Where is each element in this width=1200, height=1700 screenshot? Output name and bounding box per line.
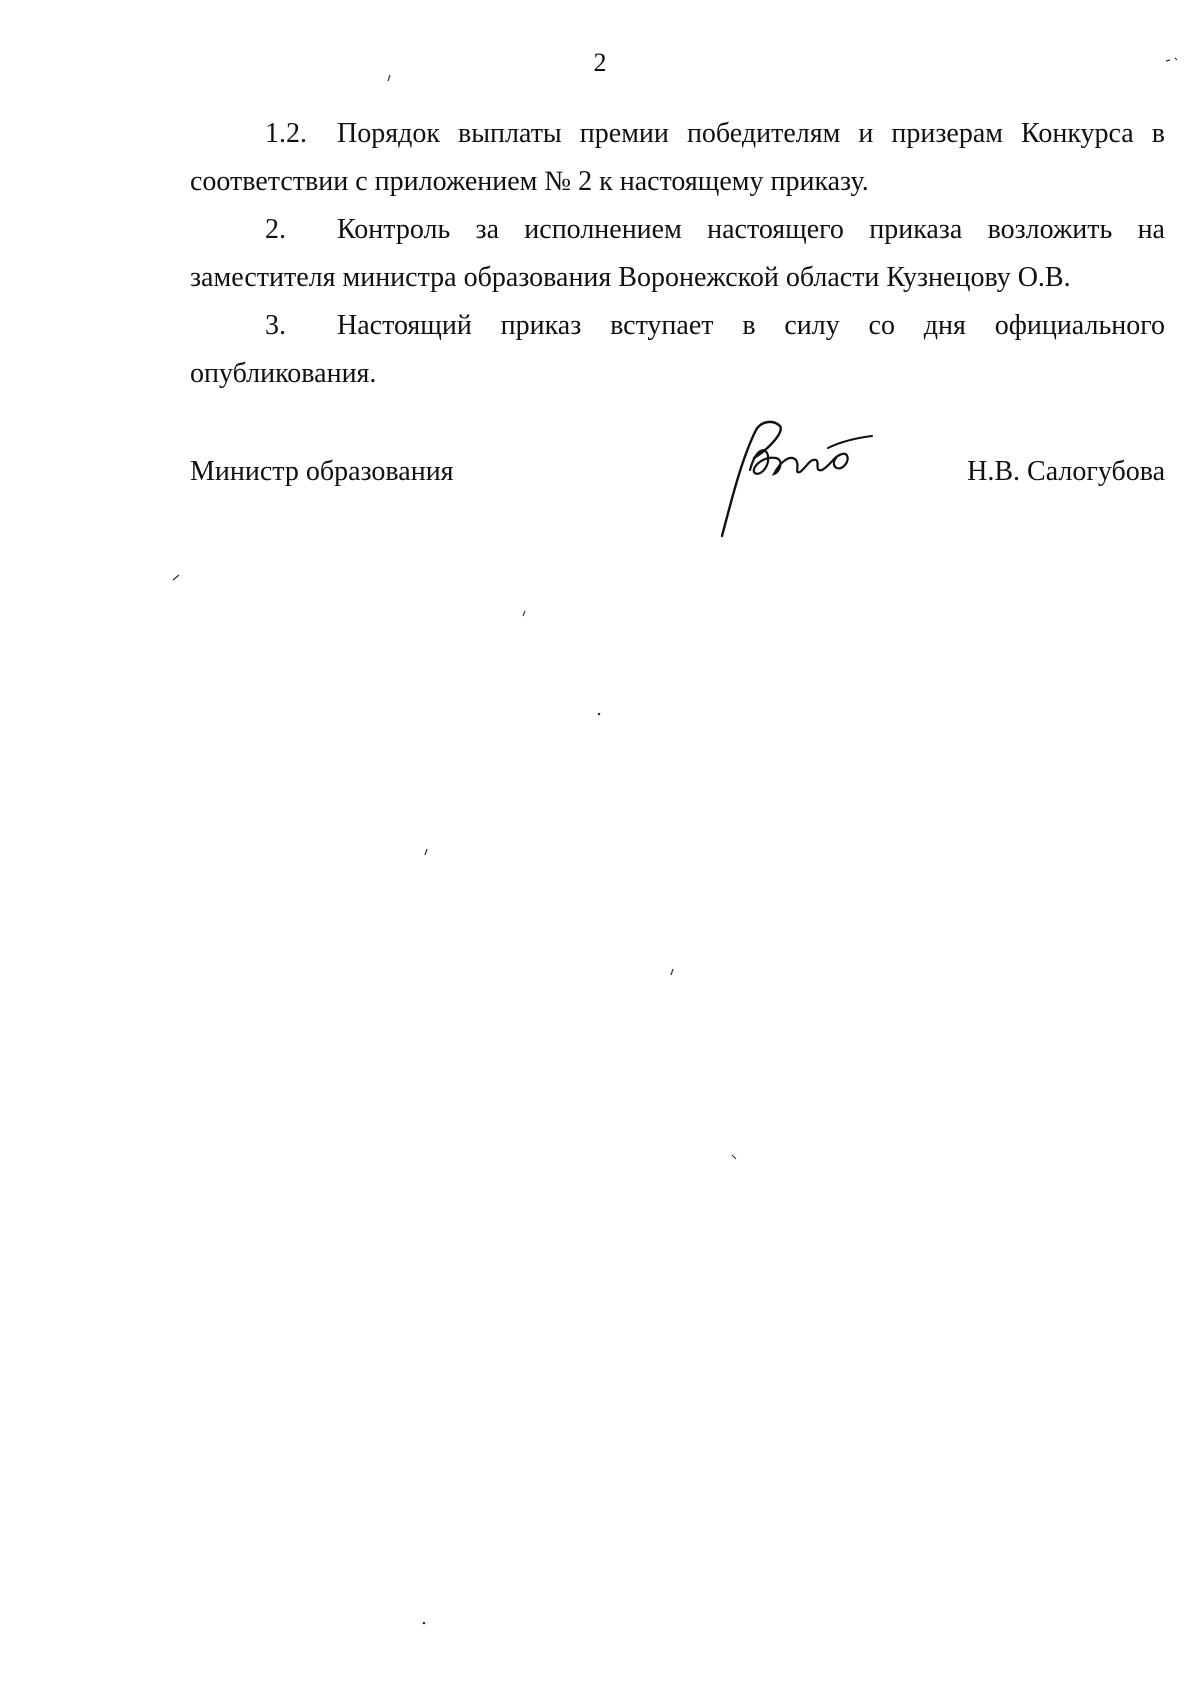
scan-speck (422, 848, 430, 856)
paragraph-line: опубликования. (190, 358, 377, 389)
handwritten-signature-icon (710, 418, 880, 538)
paragraph-number: 3. (265, 310, 286, 341)
paragraph-text: Порядок выплаты премии победителям и призерам Конкурса в (337, 118, 1165, 149)
signatory-name: Н.В. Салогубова (967, 456, 1165, 487)
paragraph-line (190, 110, 1165, 158)
paragraph-3 (190, 302, 1165, 398)
paragraph-2 (190, 206, 1165, 302)
paragraph-line: заместителя министра образования Воронежской области Кузнецову О.В. (190, 262, 1071, 293)
scan-speck (730, 1153, 738, 1161)
scan-speck (420, 1619, 428, 1627)
scan-speck (668, 968, 676, 976)
signatory-title: Министр образования (190, 456, 454, 487)
paragraph-text: Настоящий приказ вступает в силу со дня официального (337, 310, 1165, 341)
paragraph-1-2 (190, 110, 1165, 206)
paragraph-text: Контроль за исполнением настоящего приказа возложить на (337, 214, 1165, 245)
paragraph-line (190, 302, 1165, 350)
scan-speck (385, 74, 393, 82)
scan-speck (520, 610, 528, 618)
signature-block (190, 448, 1165, 568)
scan-speck (595, 710, 603, 718)
paragraph-line (190, 206, 1165, 254)
paragraph-number: 2. (265, 214, 286, 245)
paragraph-line: соответствии с приложением № 2 к настоящему приказу. (190, 166, 869, 197)
document-body (190, 110, 1165, 398)
scan-speck (1165, 56, 1181, 64)
scan-speck (172, 574, 180, 582)
paragraph-number: 1.2. (265, 118, 307, 149)
page-number: 2 (593, 48, 607, 77)
